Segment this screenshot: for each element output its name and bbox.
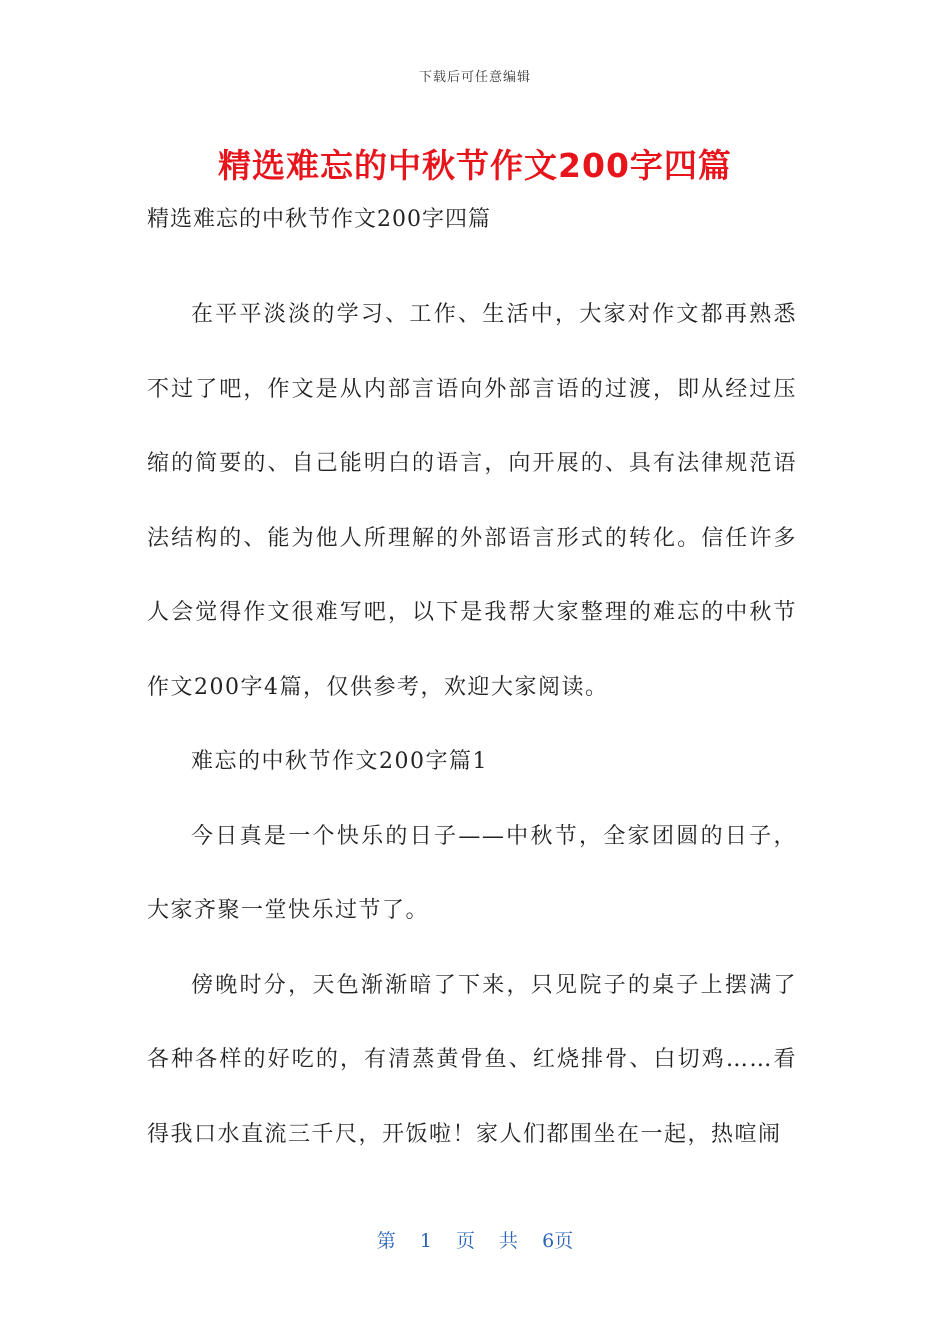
total-pages: 6页 bbox=[542, 1230, 574, 1252]
document-title: 精选难忘的中秋节作文200字四篇 bbox=[218, 146, 732, 185]
intro-paragraph: 在平平淡淡的学习、工作、生活中，大家对作文都再熟悉不过了吧，作文是从内部言语向外部言语的过渡，即从经过压缩的简要的、自己能明白的语言，向开展的、具有法律规范语法结构的、能为他人所理解的外部语言形式的转化。信任许多人会觉得作文很难写吧，以下是我帮大家整理的难忘的中秋节作文200字4篇，仅供参考，欢迎大家阅读。 bbox=[147, 302, 797, 700]
page-footer bbox=[0, 1226, 950, 1253]
current-page-number: 1 bbox=[419, 1230, 432, 1252]
header-note: 下载后可任意编辑 bbox=[418, 70, 531, 85]
body-paragraph: 傍晚时分，天色渐渐暗了下来，只见院子的桌子上摆满了各种各样的好吃的，有清蒸黄骨鱼、红烧排骨、白切鸡……看得我口水直流三千尺，开饭啦！家人们都围坐在一起，热喧闹 bbox=[147, 972, 797, 1147]
footer-page-label: 页 bbox=[455, 1230, 475, 1252]
footer-total-label: 共 bbox=[499, 1230, 519, 1252]
document-subtitle: 精选难忘的中秋节作文200字四篇 bbox=[147, 207, 491, 232]
footer-prefix: 第 bbox=[376, 1230, 396, 1252]
body-paragraph: 今日真是一个快乐的日子——中秋节，全家团圆的日子，大家齐聚一堂快乐过节了。 bbox=[147, 823, 797, 923]
section-heading: 难忘的中秋节作文200字篇1 bbox=[191, 749, 488, 774]
document-body bbox=[147, 200, 797, 1172]
